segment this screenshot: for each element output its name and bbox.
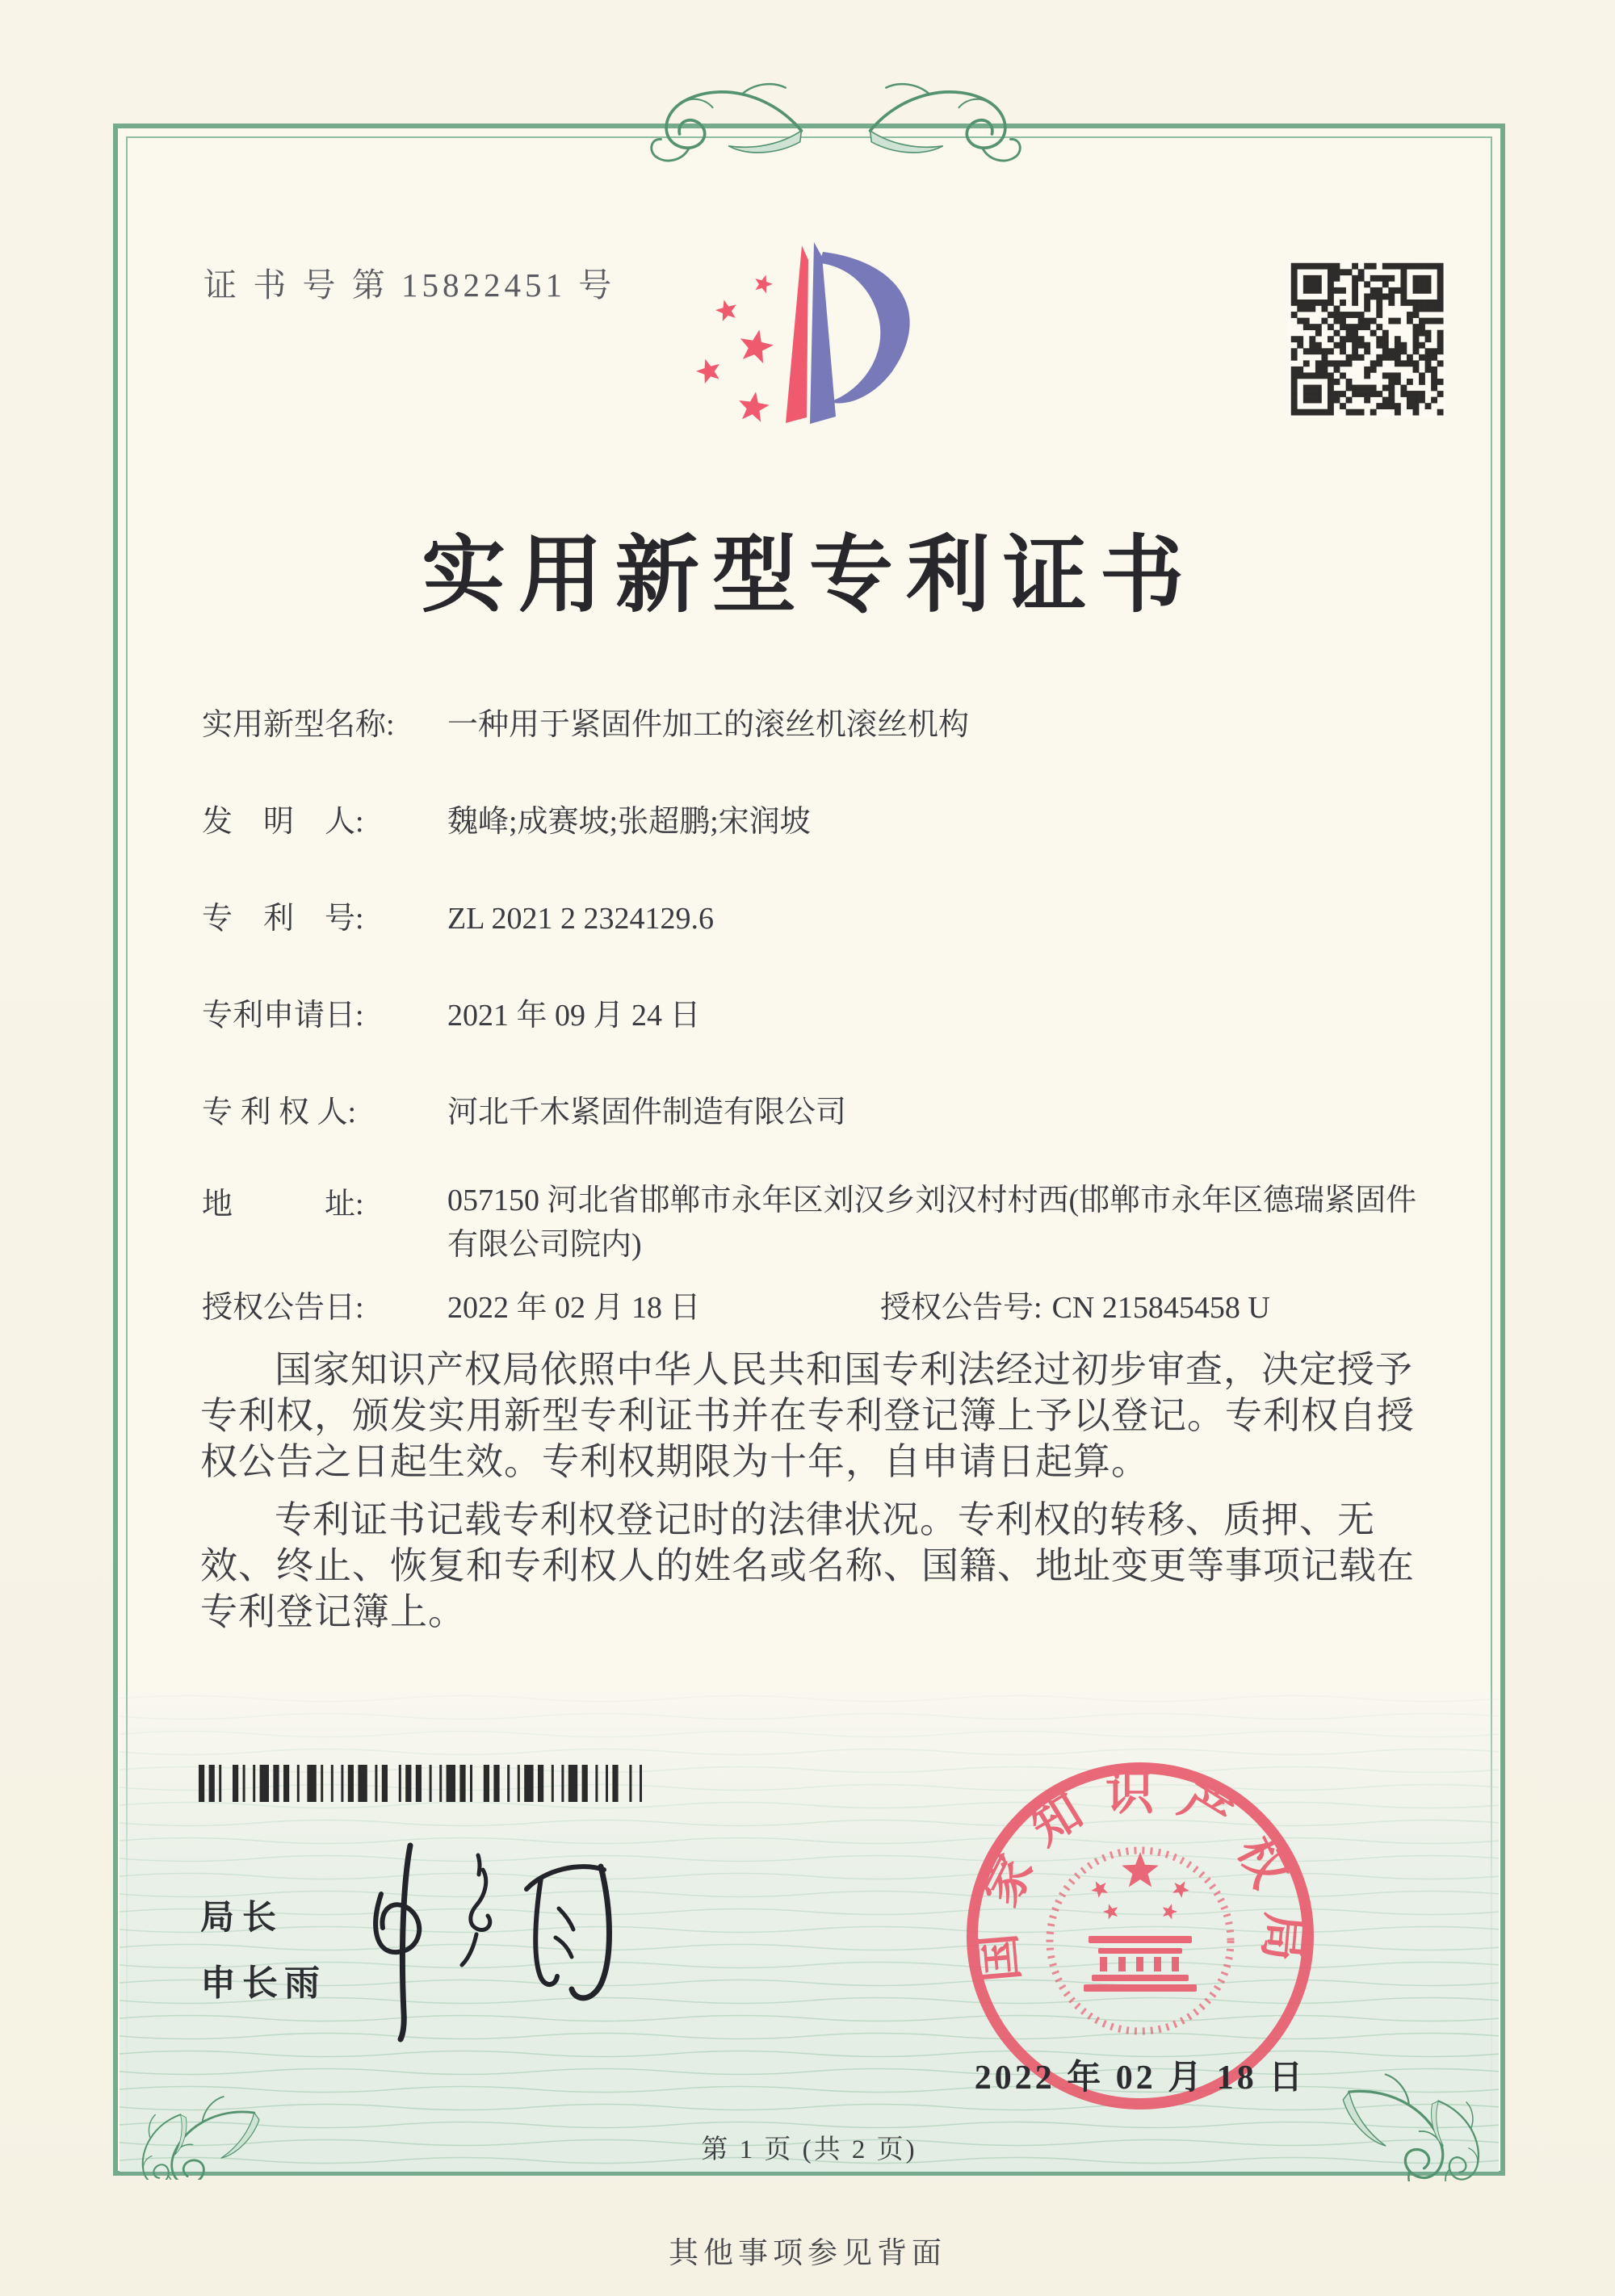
field-value: ZL 2021 2 2324129.6 [447,902,715,936]
legal-text [200,1347,1450,1647]
field-value: 魏峰;成赛坡;张超鹏;宋润坡 [447,805,811,839]
cnipa-logo-icon [689,236,933,434]
field-row-inventors [202,796,811,840]
field-value: 一种用于紧固件加工的滚丝机滚丝机构 [447,708,970,742]
field-row-address [202,1179,1425,1267]
logo-blue-bowl [820,252,910,403]
field-label: 专利申请日: [202,999,364,1033]
seal-date: 2022 年 02 月 18 日 [974,2059,1307,2097]
director-name: 申长雨 [200,1963,326,2003]
field-value: 河北千木紧固件制造有限公司 [447,1096,847,1129]
field-label: 地 址: [202,1188,364,1221]
page-number: 第 1 页 (共 2 页) [701,2135,917,2164]
field-row-grant [202,1282,1270,1326]
handwritten-signature [347,1831,670,2051]
barcode [199,1765,667,1804]
seal-agency-text: 国家知识产权局 [969,1766,1311,1984]
field-label: 授权公告号: [880,1291,1042,1325]
field-row-patent-number [202,893,714,937]
logo-stars [696,275,774,422]
legal-paragraph-2: 专利证书记载专利权登记时的法律状况。专利权的转移、质押、无效、终止、恢复和专利权人的姓名或名称、国籍、地址变更等事项记载在专利登记簿上。 [200,1499,1415,1632]
director-title: 局长 [200,1898,285,1936]
certificate-number: 证 书 号 第 15822451 号 [203,266,616,304]
seal-emblem [1050,1850,1231,2031]
qr-code [1288,260,1446,418]
field-row-patentee [202,1087,846,1131]
field-value: 057150 河北省邯郸市永年区刘汉乡刘汉村村西(邯郸市永年区德瑞紧固件有限公司院内) [447,1184,1417,1262]
back-side-note: 其他事项参见背面 [669,2237,946,2270]
page-title: 实用新型专利证书 [421,530,1197,622]
logo-blue-bar [810,242,836,424]
field-value: 2022 年 02 月 18 日 [447,1291,701,1325]
field-grant-number [880,1282,1270,1326]
field-value: CN 215845458 U [1051,1291,1270,1325]
field-label: 专 利 号: [202,902,364,936]
legal-paragraph-1: 国家知识产权局依照中华人民共和国专利法经过初步审查，决定授予专利权，颁发实用新型专利证书并在专利登记簿上予以登记。专利权自授权公告之日起生效。专利权期限为十年，自申请日起算。 [200,1349,1415,1482]
field-value: 2021 年 09 月 24 日 [447,999,701,1033]
field-row-name [202,699,969,744]
field-row-filing-date [202,990,701,1034]
field-label: 授权公告日: [202,1291,364,1325]
field-label: 发 明 人: [202,805,364,839]
field-label: 实用新型名称: [202,708,395,742]
logo-red-wedge [786,245,808,423]
frame-ornament-top-icon [541,61,1130,191]
field-label: 专 利 权 人: [202,1096,357,1129]
